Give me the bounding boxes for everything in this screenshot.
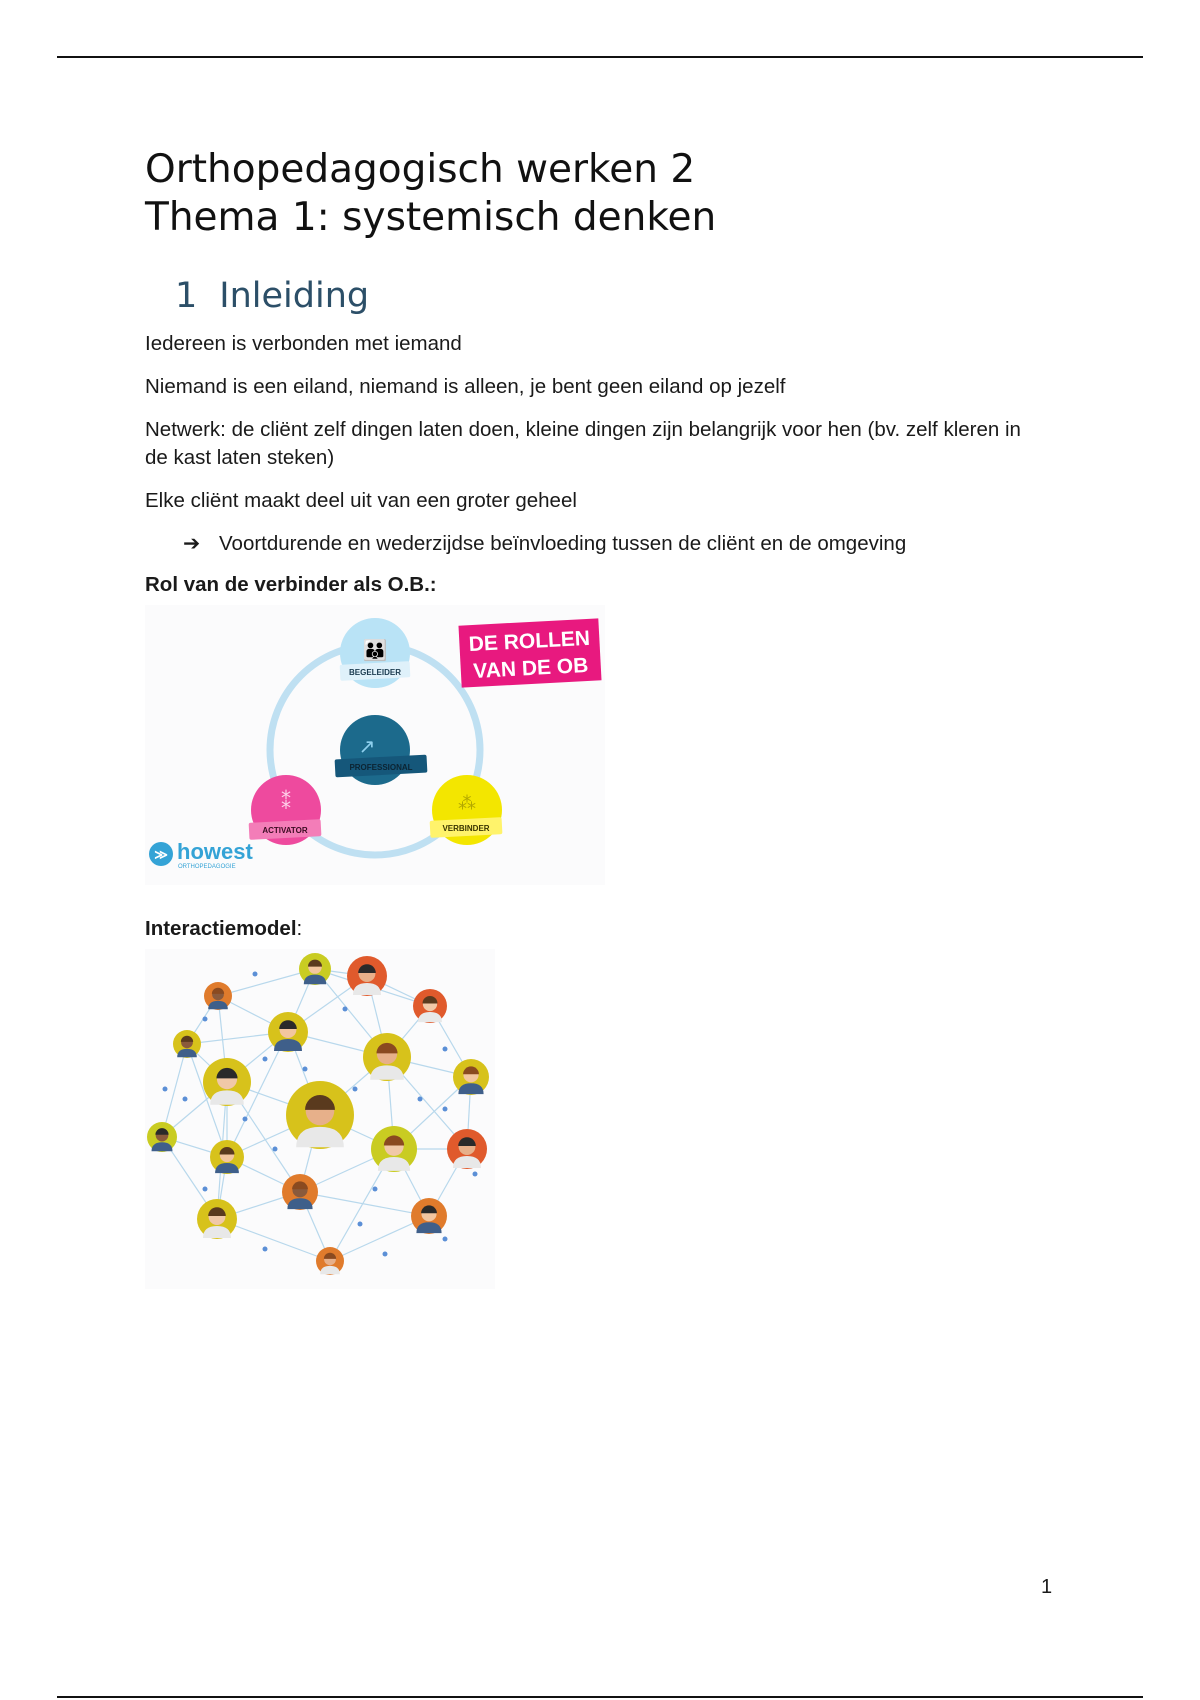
howest-logo-subtext: ORTHOPEDAGOGIE: [178, 864, 236, 870]
paragraph-2: Niemand is een eiland, niemand is alleen, je bent geen eiland op jezelf: [145, 375, 786, 398]
document-body: [145, 146, 1025, 1289]
begeleider-label: BEGELEIDER: [348, 668, 402, 677]
banner-line-2: VAN DE OB: [472, 653, 589, 683]
network-dot: [373, 1187, 378, 1192]
people-icon: 👪: [362, 638, 388, 662]
title-line-1: Orthopedagogisch werken 2: [145, 147, 696, 192]
howest-logo-text: howest: [177, 839, 253, 864]
network-dot: [418, 1097, 423, 1102]
network-dot: [443, 1107, 448, 1112]
network-dot: [253, 972, 258, 977]
interaction-network-diagram: [145, 949, 495, 1289]
howest-logo-mark: ≫: [154, 847, 168, 862]
activator-label: ACTIVATOR: [262, 826, 308, 835]
person-avatar-icon: [197, 1199, 237, 1239]
person-avatar-icon: [173, 1030, 201, 1058]
network-dot: [303, 1067, 308, 1072]
page-number: 1: [1041, 1576, 1053, 1598]
network-dot: [263, 1057, 268, 1062]
roles-diagram: [145, 605, 605, 885]
verbinder-label: VERBINDER: [442, 824, 490, 833]
section-heading: [175, 276, 1025, 316]
paragraph-1: Iedereen is verbonden met iemand: [145, 332, 462, 355]
network-dot: [203, 1187, 208, 1192]
person-avatar-icon: [210, 1140, 244, 1174]
network-dot: [473, 1172, 478, 1177]
arrow-bullet-text: Voortdurende en wederzijdse beïnvloeding tussen de cliënt en de omgeving: [219, 532, 907, 555]
section-number: 1: [175, 276, 198, 316]
network-dot: [163, 1087, 168, 1092]
growth-icon: ↗: [358, 734, 376, 758]
network-dot: [443, 1237, 448, 1242]
begeleider-node: [340, 618, 411, 688]
connections-icon: ⁂: [458, 793, 476, 814]
network-dot: [203, 1017, 208, 1022]
network-dot: [443, 1047, 448, 1052]
arrow-right-icon: ➔: [183, 532, 201, 555]
network-dot: [243, 1117, 248, 1122]
person-avatar-icon: [453, 1059, 489, 1095]
paragraph-3: Netwerk: de cliënt zelf dingen laten doen, kleine dingen zijn belangrijk voor hen (bv. zelf kleren in de kast laten steken): [145, 418, 1021, 469]
network-dot: [273, 1147, 278, 1152]
network-dot: [183, 1097, 188, 1102]
network-dot: [343, 1007, 348, 1012]
professional-label: PROFESSIONAL: [349, 763, 413, 772]
network-dot: [383, 1252, 388, 1257]
person-avatar-icon: [371, 1126, 417, 1172]
arrow-bullet: [183, 530, 1025, 558]
person-avatar-icon: [413, 989, 447, 1023]
person-avatar-icon: [282, 1174, 318, 1210]
network-dot: [353, 1087, 358, 1092]
interaction-heading: [145, 917, 1025, 941]
interaction-heading-text: Interactiemodel: [145, 917, 297, 940]
network-dot: [358, 1222, 363, 1227]
footsteps-icon: ⁑: [281, 790, 291, 814]
person-avatar-icon: [204, 982, 232, 1010]
header-rule: [57, 56, 1143, 58]
document-title: [145, 146, 1025, 242]
rollen-banner: [458, 618, 601, 687]
person-avatar-icon: [347, 956, 387, 996]
footer-rule: [57, 1696, 1143, 1698]
person-avatar-icon: [447, 1129, 487, 1169]
person-avatar-icon: [316, 1247, 344, 1275]
person-avatar-icon: [268, 1012, 308, 1052]
person-avatar-icon: [299, 953, 331, 985]
person-avatar-icon: [147, 1122, 177, 1152]
person-avatar-icon: [286, 1081, 354, 1149]
person-avatar-icon: [363, 1033, 411, 1081]
roles-heading: Rol van de verbinder als O.B.:: [145, 573, 437, 596]
interaction-heading-colon: :: [296, 917, 303, 940]
banner-line-1: DE ROLLEN: [468, 626, 591, 657]
network-dot: [263, 1247, 268, 1252]
person-avatar-icon: [203, 1058, 251, 1106]
title-line-2: Thema 1: systemisch denken: [145, 195, 717, 240]
person-avatar-icon: [411, 1198, 447, 1234]
paragraph-4: Elke cliënt maakt deel uit van een groter geheel: [145, 489, 577, 512]
section-title: Inleiding: [219, 276, 370, 316]
